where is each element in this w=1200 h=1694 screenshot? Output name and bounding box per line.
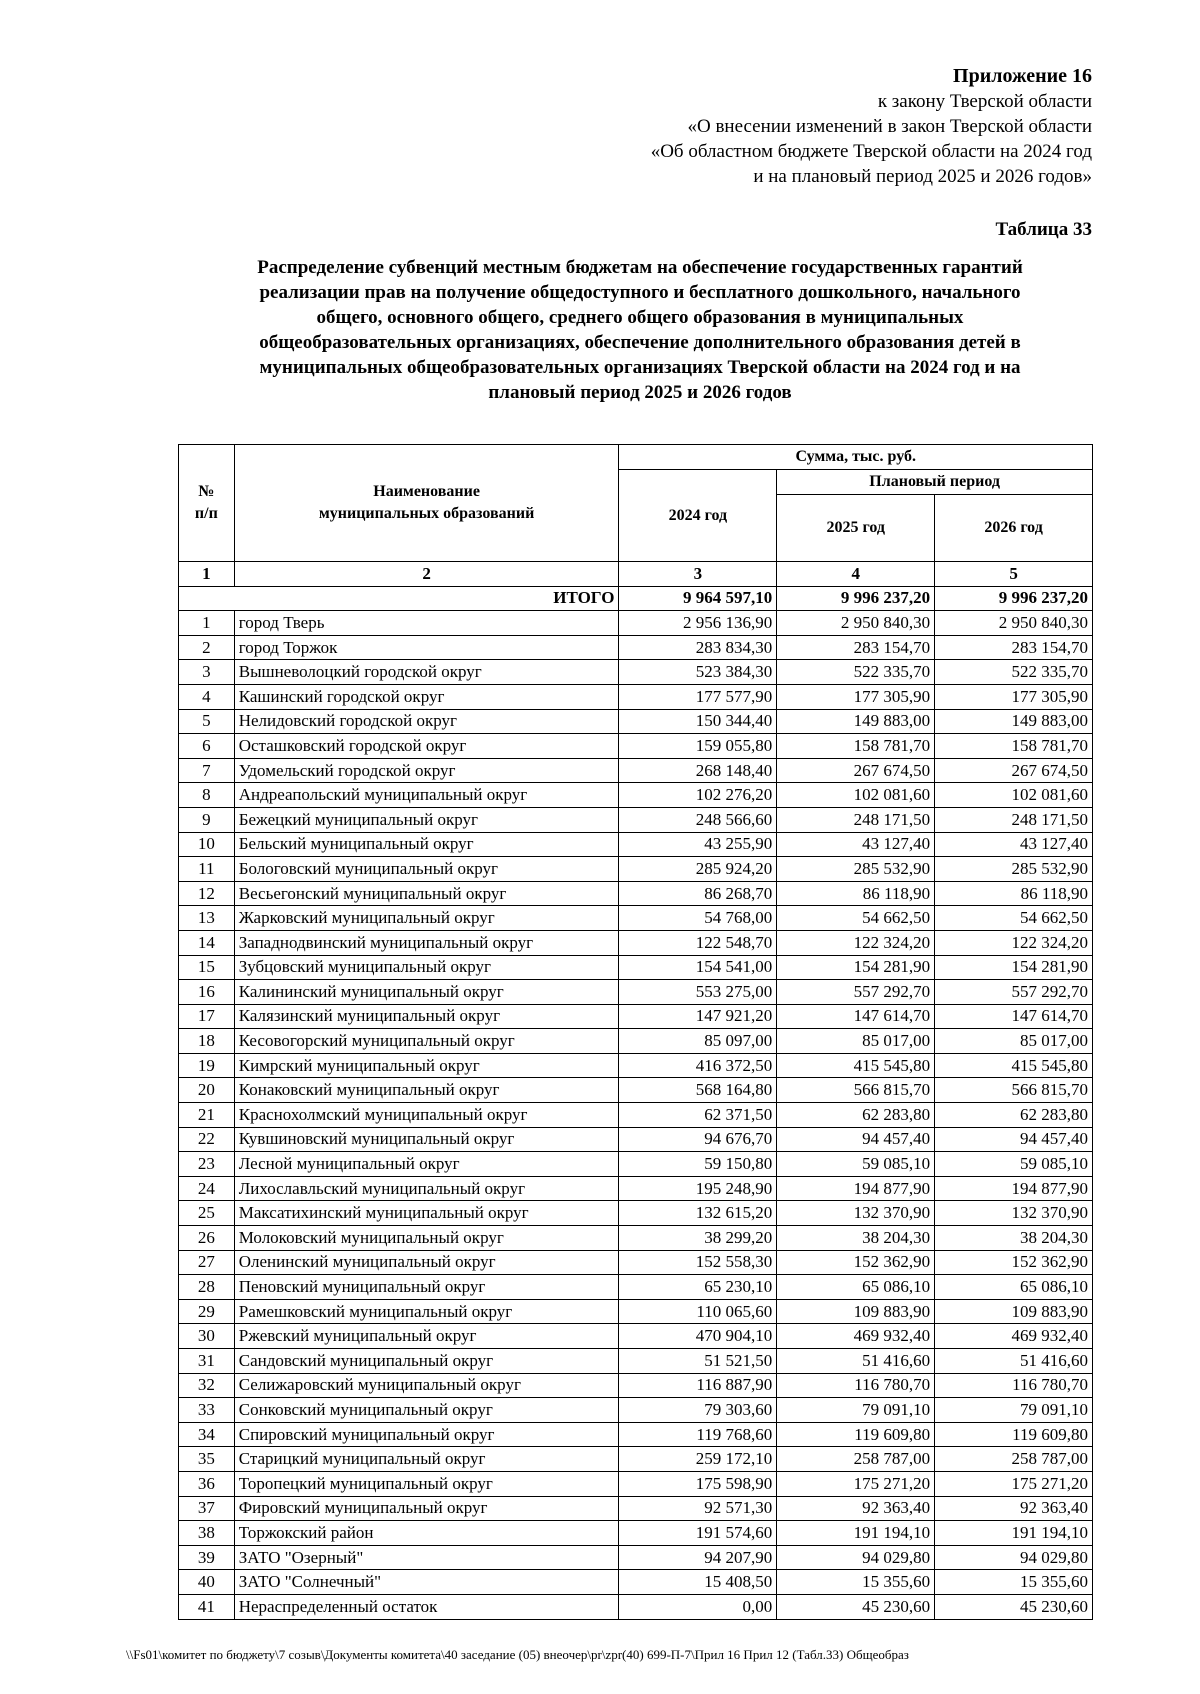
value-2025: 566 815,70 — [777, 1078, 935, 1103]
value-2026: 15 355,60 — [935, 1570, 1093, 1595]
value-2024: 147 921,20 — [619, 1004, 777, 1029]
value-2024: 43 255,90 — [619, 832, 777, 857]
value-2024: 110 065,60 — [619, 1299, 777, 1324]
table-row — [179, 1103, 1093, 1128]
municipality-name: Пеновский муниципальный округ — [234, 1275, 619, 1300]
value-2025: 65 086,10 — [777, 1275, 935, 1300]
value-2026: 65 086,10 — [935, 1275, 1093, 1300]
value-2026: 177 305,90 — [935, 684, 1093, 709]
table-row — [179, 807, 1093, 832]
header-number-line-1: № — [198, 483, 215, 500]
row-number: 29 — [179, 1299, 235, 1324]
value-2024: 65 230,10 — [619, 1275, 777, 1300]
value-2025: 154 281,90 — [777, 955, 935, 980]
row-number: 13 — [179, 906, 235, 931]
value-2024: 54 768,00 — [619, 906, 777, 931]
table-row — [179, 1373, 1093, 1398]
table-row — [179, 635, 1093, 660]
table-row — [179, 709, 1093, 734]
total-2024: 9 964 597,10 — [619, 586, 777, 611]
value-2026: 154 281,90 — [935, 955, 1093, 980]
value-2025: 469 932,40 — [777, 1324, 935, 1349]
value-2024: 119 768,60 — [619, 1422, 777, 1447]
table-header — [179, 445, 1093, 611]
municipality-name: Фировский муниципальный округ — [234, 1496, 619, 1521]
table-row — [179, 758, 1093, 783]
row-number: 31 — [179, 1349, 235, 1374]
value-2025: 15 355,60 — [777, 1570, 935, 1595]
table-row — [179, 1078, 1093, 1103]
row-number: 4 — [179, 684, 235, 709]
value-2025: 522 335,70 — [777, 660, 935, 685]
appendix-header — [651, 64, 1092, 189]
municipality-name: Бежецкий муниципальный округ — [234, 807, 619, 832]
header-plan-period: Плановый период — [777, 470, 1093, 495]
row-number: 21 — [179, 1103, 235, 1128]
table-row — [179, 832, 1093, 857]
row-number: 7 — [179, 758, 235, 783]
appendix-line-3: «Об областном бюджете Тверской области на 2024 год — [650, 141, 1092, 162]
row-number: 5 — [179, 709, 235, 734]
municipality-name: Старицкий муниципальный округ — [234, 1447, 619, 1472]
value-2025: 92 363,40 — [777, 1496, 935, 1521]
value-2025: 149 883,00 — [777, 709, 935, 734]
municipality-name: Сонковский муниципальный округ — [234, 1398, 619, 1423]
value-2026: 2 950 840,30 — [935, 611, 1093, 636]
value-2025: 147 614,70 — [777, 1004, 935, 1029]
table-row — [179, 1127, 1093, 1152]
value-2025: 132 370,90 — [777, 1201, 935, 1226]
row-number: 27 — [179, 1250, 235, 1275]
title-line-6: плановый период 2025 и 2026 годов — [488, 382, 792, 403]
total-2025: 9 996 237,20 — [777, 586, 935, 611]
value-2025: 79 091,10 — [777, 1398, 935, 1423]
value-2024: 150 344,40 — [619, 709, 777, 734]
value-2026: 92 363,40 — [935, 1496, 1093, 1521]
value-2026: 267 674,50 — [935, 758, 1093, 783]
municipality-name: Краснохолмский муниципальный округ — [234, 1103, 619, 1128]
value-2025: 258 787,00 — [777, 1447, 935, 1472]
value-2025: 557 292,70 — [777, 980, 935, 1005]
value-2026: 194 877,90 — [935, 1176, 1093, 1201]
row-number: 26 — [179, 1226, 235, 1251]
municipality-name: город Торжок — [234, 635, 619, 660]
value-2026: 85 017,00 — [935, 1029, 1093, 1054]
municipality-name: Торжокский район — [234, 1521, 619, 1546]
value-2024: 116 887,90 — [619, 1373, 777, 1398]
value-2024: 154 541,00 — [619, 955, 777, 980]
value-2025: 152 362,90 — [777, 1250, 935, 1275]
municipality-name: ЗАТО "Солнечный" — [234, 1570, 619, 1595]
value-2024: 248 566,60 — [619, 807, 777, 832]
value-2024: 132 615,20 — [619, 1201, 777, 1226]
table-row — [179, 611, 1093, 636]
municipality-name: Удомельский городской округ — [234, 758, 619, 783]
table-row — [179, 980, 1093, 1005]
municipality-name: Кашинский городской округ — [234, 684, 619, 709]
table-row — [179, 1201, 1093, 1226]
value-2026: 119 609,80 — [935, 1422, 1093, 1447]
municipality-name: город Тверь — [234, 611, 619, 636]
header-name-line-1: Наименование — [373, 483, 480, 500]
header-year-2024: 2024 год — [619, 470, 777, 562]
municipality-name: Вышневолоцкий городской округ — [234, 660, 619, 685]
value-2026: 283 154,70 — [935, 635, 1093, 660]
table-row — [179, 684, 1093, 709]
value-2024: 268 148,40 — [619, 758, 777, 783]
row-number: 2 — [179, 635, 235, 660]
value-2025: 38 204,30 — [777, 1226, 935, 1251]
value-2024: 175 598,90 — [619, 1471, 777, 1496]
row-number: 22 — [179, 1127, 235, 1152]
row-number: 8 — [179, 783, 235, 808]
municipality-name: Нераспределенный остаток — [234, 1594, 619, 1619]
municipality-name: Бологовский муниципальный округ — [234, 857, 619, 882]
title-line-4: общеобразовательных организациях, обеспечение дополнительного образования детей в — [259, 332, 1021, 353]
table-row — [179, 881, 1093, 906]
value-2025: 109 883,90 — [777, 1299, 935, 1324]
value-2025: 175 271,20 — [777, 1471, 935, 1496]
value-2026: 102 081,60 — [935, 783, 1093, 808]
municipality-name: Западнодвинский муниципальный округ — [234, 930, 619, 955]
value-2026: 38 204,30 — [935, 1226, 1093, 1251]
value-2025: 86 118,90 — [777, 881, 935, 906]
value-2024: 79 303,60 — [619, 1398, 777, 1423]
municipality-name: Лихославльский муниципальный округ — [234, 1176, 619, 1201]
value-2026: 79 091,10 — [935, 1398, 1093, 1423]
value-2026: 94 457,40 — [935, 1127, 1093, 1152]
header-sum: Сумма, тыс. руб. — [619, 445, 1093, 470]
value-2025: 62 283,80 — [777, 1103, 935, 1128]
value-2026: 147 614,70 — [935, 1004, 1093, 1029]
value-2024: 51 521,50 — [619, 1349, 777, 1374]
value-2024: 416 372,50 — [619, 1053, 777, 1078]
row-number: 14 — [179, 930, 235, 955]
table-row — [179, 1447, 1093, 1472]
municipality-name: Конаковский муниципальный округ — [234, 1078, 619, 1103]
value-2025: 119 609,80 — [777, 1422, 935, 1447]
value-2026: 149 883,00 — [935, 709, 1093, 734]
value-2025: 94 029,80 — [777, 1545, 935, 1570]
value-2026: 109 883,90 — [935, 1299, 1093, 1324]
row-number: 39 — [179, 1545, 235, 1570]
value-2025: 177 305,90 — [777, 684, 935, 709]
value-2026: 86 118,90 — [935, 881, 1093, 906]
total-2026: 9 996 237,20 — [935, 586, 1093, 611]
value-2026: 122 324,20 — [935, 930, 1093, 955]
row-number: 40 — [179, 1570, 235, 1595]
value-2026: 43 127,40 — [935, 832, 1093, 857]
table-row — [179, 1570, 1093, 1595]
municipality-name: Оленинский муниципальный округ — [234, 1250, 619, 1275]
value-2024: 92 571,30 — [619, 1496, 777, 1521]
row-number: 41 — [179, 1594, 235, 1619]
value-2026: 59 085,10 — [935, 1152, 1093, 1177]
subvention-table — [178, 444, 1093, 1620]
municipality-name: Сандовский муниципальный округ — [234, 1349, 619, 1374]
column-index-cell: 3 — [619, 562, 777, 587]
value-2026: 152 362,90 — [935, 1250, 1093, 1275]
row-number: 34 — [179, 1422, 235, 1447]
column-index-cell: 5 — [935, 562, 1093, 587]
table-row — [179, 1471, 1093, 1496]
table-row — [179, 1496, 1093, 1521]
value-2026: 258 787,00 — [935, 1447, 1093, 1472]
value-2024: 152 558,30 — [619, 1250, 777, 1275]
row-number: 17 — [179, 1004, 235, 1029]
table-row — [179, 930, 1093, 955]
table-row — [179, 1349, 1093, 1374]
municipality-name: Бельский муниципальный округ — [234, 832, 619, 857]
title-line-1: Распределение субвенций местным бюджетам на обеспечение государственных гарантий — [257, 257, 1023, 278]
municipality-name: Андреапольский муниципальный округ — [234, 783, 619, 808]
value-2025: 122 324,20 — [777, 930, 935, 955]
table-row — [179, 1398, 1093, 1423]
municipality-name: Кувшиновский муниципальный округ — [234, 1127, 619, 1152]
municipality-name: Нелидовский городской округ — [234, 709, 619, 734]
value-2024: 177 577,90 — [619, 684, 777, 709]
municipality-name: Торопецкий муниципальный округ — [234, 1471, 619, 1496]
document-title — [200, 255, 1080, 405]
row-number: 36 — [179, 1471, 235, 1496]
municipality-name: Калязинский муниципальный округ — [234, 1004, 619, 1029]
municipality-name: Кесовогорский муниципальный округ — [234, 1029, 619, 1054]
value-2026: 132 370,90 — [935, 1201, 1093, 1226]
value-2026: 158 781,70 — [935, 734, 1093, 759]
value-2024: 94 207,90 — [619, 1545, 777, 1570]
table-row — [179, 955, 1093, 980]
value-2026: 469 932,40 — [935, 1324, 1093, 1349]
row-number: 10 — [179, 832, 235, 857]
value-2026: 557 292,70 — [935, 980, 1093, 1005]
row-number: 3 — [179, 660, 235, 685]
row-number: 11 — [179, 857, 235, 882]
row-number: 9 — [179, 807, 235, 832]
value-2026: 522 335,70 — [935, 660, 1093, 685]
column-index-row — [179, 562, 1093, 587]
municipality-name: Спировский муниципальный округ — [234, 1422, 619, 1447]
column-index-cell: 1 — [179, 562, 235, 587]
value-2026: 116 780,70 — [935, 1373, 1093, 1398]
table-row — [179, 1176, 1093, 1201]
table-row — [179, 660, 1093, 685]
value-2024: 62 371,50 — [619, 1103, 777, 1128]
total-label: ИТОГО — [179, 586, 619, 611]
value-2025: 94 457,40 — [777, 1127, 935, 1152]
value-2024: 38 299,20 — [619, 1226, 777, 1251]
table-row — [179, 1226, 1093, 1251]
value-2025: 116 780,70 — [777, 1373, 935, 1398]
municipality-name: Рамешковский муниципальный округ — [234, 1299, 619, 1324]
table-number: Таблица 33 — [995, 219, 1092, 240]
value-2024: 553 275,00 — [619, 980, 777, 1005]
value-2025: 43 127,40 — [777, 832, 935, 857]
value-2024: 259 172,10 — [619, 1447, 777, 1472]
municipality-name: Лесной муниципальный округ — [234, 1152, 619, 1177]
value-2025: 285 532,90 — [777, 857, 935, 882]
header-municipality-name — [234, 445, 619, 562]
value-2025: 102 081,60 — [777, 783, 935, 808]
appendix-line-2: «О внесении изменений в закон Тверской области — [687, 116, 1092, 137]
value-2024: 191 574,60 — [619, 1521, 777, 1546]
value-2024: 102 276,20 — [619, 783, 777, 808]
value-2024: 285 924,20 — [619, 857, 777, 882]
municipality-name: Молоковский муниципальный округ — [234, 1226, 619, 1251]
table-row — [179, 1004, 1093, 1029]
value-2024: 2 956 136,90 — [619, 611, 777, 636]
row-number: 35 — [179, 1447, 235, 1472]
value-2026: 248 171,50 — [935, 807, 1093, 832]
row-number: 33 — [179, 1398, 235, 1423]
row-number: 20 — [179, 1078, 235, 1103]
table-row — [179, 734, 1093, 759]
municipality-name: Селижаровский муниципальный округ — [234, 1373, 619, 1398]
table-row — [179, 1594, 1093, 1619]
value-2025: 191 194,10 — [777, 1521, 935, 1546]
municipality-name: Осташковский городской округ — [234, 734, 619, 759]
row-number: 32 — [179, 1373, 235, 1398]
municipality-name: Кимрский муниципальный округ — [234, 1053, 619, 1078]
row-number: 16 — [179, 980, 235, 1005]
table-row — [179, 857, 1093, 882]
value-2026: 566 815,70 — [935, 1078, 1093, 1103]
row-number: 6 — [179, 734, 235, 759]
value-2025: 51 416,60 — [777, 1349, 935, 1374]
appendix-title: Приложение 16 — [953, 65, 1092, 87]
table-row — [179, 783, 1093, 808]
row-number: 15 — [179, 955, 235, 980]
value-2025: 267 674,50 — [777, 758, 935, 783]
value-2024: 470 904,10 — [619, 1324, 777, 1349]
table-row — [179, 1545, 1093, 1570]
value-2026: 191 194,10 — [935, 1521, 1093, 1546]
row-number: 24 — [179, 1176, 235, 1201]
value-2024: 15 408,50 — [619, 1570, 777, 1595]
row-number: 18 — [179, 1029, 235, 1054]
title-line-2: реализации прав на получение общедоступного и бесплатного дошкольного, начального — [259, 282, 1021, 303]
value-2024: 122 548,70 — [619, 930, 777, 955]
title-line-5: муниципальных общеобразовательных организациях Тверской области на 2024 год и на — [259, 357, 1021, 378]
table-row — [179, 1250, 1093, 1275]
table-row — [179, 1029, 1093, 1054]
header-number-line-2: п/п — [194, 505, 218, 522]
value-2024: 85 097,00 — [619, 1029, 777, 1054]
table-body — [179, 611, 1093, 1619]
footer-file-path: \\Fs01\комитет по бюджету\7 созыв\Документы комитета\40 заседание (05) внеочер\pr\zpr(40) 699-П-7\Прил 16 Прил 12 (Табл.33) Общеобраз — [126, 1647, 909, 1662]
row-number: 38 — [179, 1521, 235, 1546]
value-2024: 159 055,80 — [619, 734, 777, 759]
municipality-name: Максатихинский муниципальный округ — [234, 1201, 619, 1226]
header-year-2026: 2026 год — [935, 495, 1093, 562]
value-2025: 85 017,00 — [777, 1029, 935, 1054]
value-2024: 523 384,30 — [619, 660, 777, 685]
value-2026: 54 662,50 — [935, 906, 1093, 931]
value-2025: 59 085,10 — [777, 1152, 935, 1177]
row-number: 1 — [179, 611, 235, 636]
municipality-name: Жарковский муниципальный округ — [234, 906, 619, 931]
value-2026: 415 545,80 — [935, 1053, 1093, 1078]
municipality-name: Калининский муниципальный округ — [234, 980, 619, 1005]
value-2024: 283 834,30 — [619, 635, 777, 660]
value-2026: 285 532,90 — [935, 857, 1093, 882]
value-2026: 175 271,20 — [935, 1471, 1093, 1496]
row-number: 19 — [179, 1053, 235, 1078]
table-row — [179, 1422, 1093, 1447]
table-row — [179, 1324, 1093, 1349]
value-2024: 94 676,70 — [619, 1127, 777, 1152]
value-2025: 194 877,90 — [777, 1176, 935, 1201]
table-row — [179, 1521, 1093, 1546]
header-year-2025: 2025 год — [777, 495, 935, 562]
column-index-cell: 2 — [234, 562, 619, 587]
table-row — [179, 906, 1093, 931]
column-index-cell: 4 — [777, 562, 935, 587]
value-2024: 86 268,70 — [619, 881, 777, 906]
total-row — [179, 586, 1093, 611]
row-number: 37 — [179, 1496, 235, 1521]
value-2026: 51 416,60 — [935, 1349, 1093, 1374]
value-2025: 2 950 840,30 — [777, 611, 935, 636]
value-2024: 59 150,80 — [619, 1152, 777, 1177]
value-2024: 0,00 — [619, 1594, 777, 1619]
value-2024: 568 164,80 — [619, 1078, 777, 1103]
value-2025: 283 154,70 — [777, 635, 935, 660]
municipality-name: Зубцовский муниципальный округ — [234, 955, 619, 980]
row-number: 28 — [179, 1275, 235, 1300]
title-line-3: общего, основного общего, среднего общего образования в муниципальных — [316, 307, 964, 328]
appendix-line-4: и на плановый период 2025 и 2026 годов» — [753, 166, 1092, 187]
table-row — [179, 1275, 1093, 1300]
table-row — [179, 1299, 1093, 1324]
table-row — [179, 1152, 1093, 1177]
value-2025: 45 230,60 — [777, 1594, 935, 1619]
value-2024: 195 248,90 — [619, 1176, 777, 1201]
header-number — [179, 445, 235, 562]
municipality-name: ЗАТО "Озерный" — [234, 1545, 619, 1570]
table-row — [179, 1053, 1093, 1078]
header-name-line-2: муниципальных образований — [318, 505, 535, 522]
value-2025: 54 662,50 — [777, 906, 935, 931]
value-2026: 94 029,80 — [935, 1545, 1093, 1570]
municipality-name: Ржевский муниципальный округ — [234, 1324, 619, 1349]
appendix-line-1: к закону Тверской области — [877, 91, 1092, 112]
row-number: 12 — [179, 881, 235, 906]
municipality-name: Весьегонский муниципальный округ — [234, 881, 619, 906]
row-number: 23 — [179, 1152, 235, 1177]
value-2025: 415 545,80 — [777, 1053, 935, 1078]
value-2025: 158 781,70 — [777, 734, 935, 759]
row-number: 30 — [179, 1324, 235, 1349]
row-number: 25 — [179, 1201, 235, 1226]
value-2025: 248 171,50 — [777, 807, 935, 832]
value-2026: 45 230,60 — [935, 1594, 1093, 1619]
value-2026: 62 283,80 — [935, 1103, 1093, 1128]
